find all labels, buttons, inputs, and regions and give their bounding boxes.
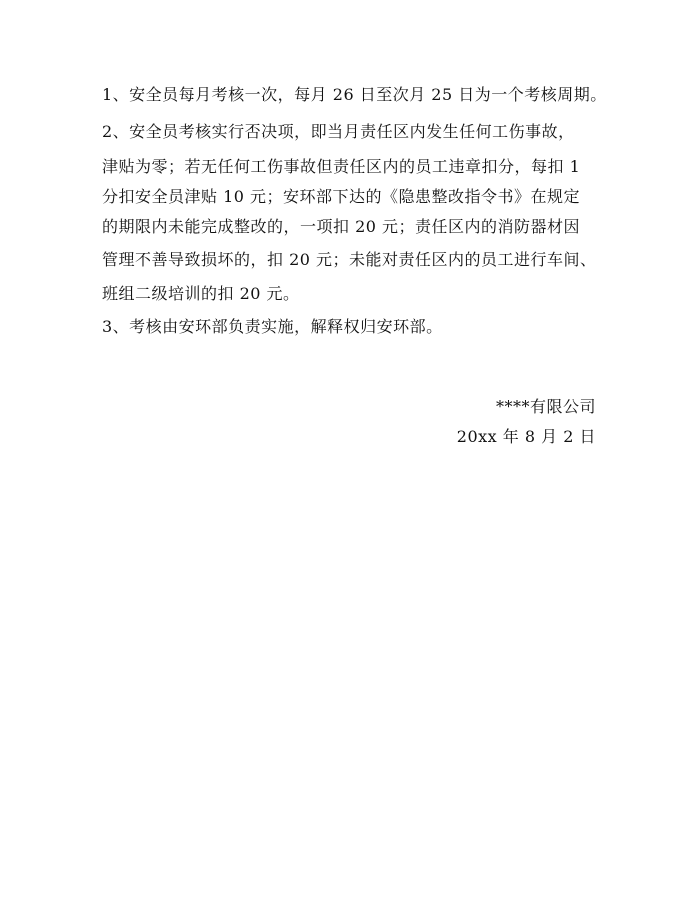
paragraph-2-line-5: 管理不善导致损坏的，扣 20 元；未能对责任区内的员工进行车间、 [102,250,597,269]
paragraph-2-line-1: 2、安全员考核实行否决项，即当月责任区内发生任何工伤事故， [102,122,575,141]
paragraph-2-line-6: 班组二级培训的扣 20 元。 [102,284,300,303]
paragraph-3: 3、考核由安环部负责实施，解释权归安环部。 [102,317,443,336]
paragraph-1: 1、安全员每月考核一次，每月 26 日至次月 25 日为一个考核周期。 [102,85,607,104]
signature-date: 20xx 年 8 月 2 日 [456,427,596,446]
paragraph-2-line-3: 分扣安全员津贴 10 元；安环部下达的《隐患整改指令书》在规定 [102,187,581,206]
paragraph-2-line-4: 的期限内未能完成整改的，一项扣 20 元；责任区内的消防器材因 [102,217,581,236]
paragraph-2-line-2: 津贴为零；若无任何工伤事故但责任区内的员工违章扣分，每扣 1 [102,157,581,176]
signature-company: ****有限公司 [495,397,596,416]
